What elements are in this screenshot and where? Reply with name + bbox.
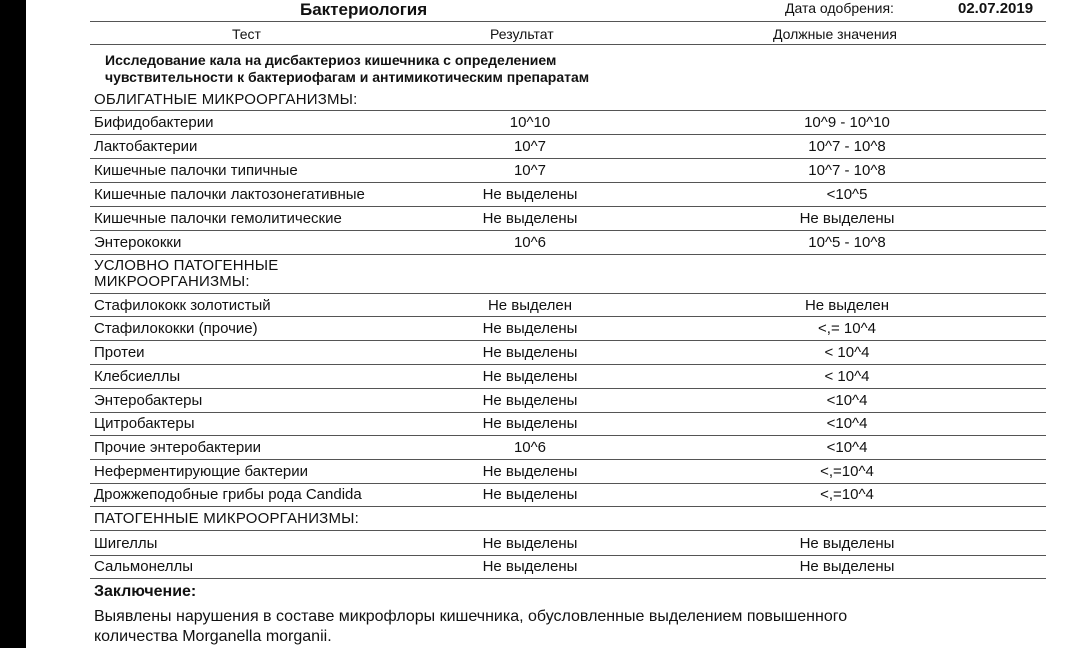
row-divider xyxy=(90,134,1046,135)
row-divider xyxy=(90,506,1046,507)
study-title-line: Исследование кала на дисбактериоз кишечника с определением xyxy=(105,52,557,68)
conclusion-text xyxy=(94,607,1034,647)
test-name: Бифидобактерии xyxy=(94,114,214,131)
test-name: Кишечные палочки типичные xyxy=(94,162,298,179)
test-result: Не выделены xyxy=(482,210,578,227)
test-name: Кишечные палочки лактозонегативные xyxy=(94,186,365,203)
test-norm: <,=10^4 xyxy=(820,486,874,503)
row-divider xyxy=(90,182,1046,183)
row-divider xyxy=(90,158,1046,159)
row-divider xyxy=(90,388,1046,389)
test-result: 10^7 xyxy=(513,162,547,179)
test-norm: <10^4 xyxy=(826,392,868,409)
study-title-line: чувствительности к бактериофагам и антимикотическим препаратам xyxy=(105,69,590,85)
row-divider xyxy=(90,340,1046,341)
test-result: Не выделены xyxy=(482,186,578,203)
test-result: Не выделены xyxy=(482,558,578,575)
test-result: Не выделены xyxy=(482,535,578,552)
test-name: Сальмонеллы xyxy=(94,558,193,575)
test-result: 10^6 xyxy=(513,439,547,456)
approval-date-value: 02.07.2019 xyxy=(958,0,1034,17)
test-name: Стафилококки (прочие) xyxy=(94,320,258,337)
report-header xyxy=(90,0,1050,20)
test-norm: <10^5 xyxy=(826,186,868,203)
test-norm: 10^9 - 10^10 xyxy=(804,114,890,131)
row-divider xyxy=(90,412,1046,413)
dark-edge xyxy=(0,0,26,648)
test-norm: 10^7 - 10^8 xyxy=(808,138,886,155)
row-divider xyxy=(90,364,1046,365)
conclusion-line: Выявлены нарушения в составе микрофлоры кишечника, обусловленные выделением повышенного xyxy=(94,608,848,625)
row-divider xyxy=(90,530,1046,531)
row-divider xyxy=(90,435,1046,436)
test-result: Не выделены xyxy=(482,392,578,409)
column-header-rule xyxy=(90,44,1046,45)
row-divider xyxy=(90,293,1046,294)
row-divider xyxy=(90,110,1046,111)
row-divider xyxy=(90,316,1046,317)
test-norm: < 10^4 xyxy=(824,368,870,385)
row-divider xyxy=(90,483,1046,484)
test-result: Не выделены xyxy=(482,344,578,361)
test-norm: Не выделены xyxy=(799,210,895,227)
column-header-norm: Должные значения xyxy=(773,26,897,42)
test-name: Клебсиеллы xyxy=(94,368,181,385)
test-result: 10^6 xyxy=(513,234,547,251)
test-norm: < 10^4 xyxy=(824,344,870,361)
study-title xyxy=(105,52,589,86)
test-norm: 10^7 - 10^8 xyxy=(808,162,886,179)
test-result: Не выделены xyxy=(482,368,578,385)
test-result: 10^10 xyxy=(509,114,551,131)
section-title-pathogenic: ПАТОГЕННЫЕ МИКРООРГАНИЗМЫ: xyxy=(94,510,359,527)
section-title-line: МИКРООРГАНИЗМЫ: xyxy=(94,273,250,290)
test-result: 10^7 xyxy=(513,138,547,155)
test-norm: Не выделены xyxy=(799,535,895,552)
section-title-conditional xyxy=(94,258,279,290)
conclusion-line: количества Morganella morganii. xyxy=(94,628,332,645)
page-title: Бактериология xyxy=(300,0,428,19)
test-norm: <10^4 xyxy=(826,415,868,432)
test-name: Неферментирующие бактерии xyxy=(94,463,309,480)
column-header-test: Тест xyxy=(232,26,261,42)
row-divider xyxy=(90,555,1046,556)
section-title-line: УСЛОВНО ПАТОГЕННЫЕ xyxy=(94,257,279,274)
test-result: Не выделены xyxy=(482,320,578,337)
test-result: Не выделен xyxy=(487,297,573,314)
test-name: Энтерококки xyxy=(94,234,182,251)
test-name: Прочие энтеробактерии xyxy=(94,439,261,456)
row-divider xyxy=(90,578,1046,579)
row-divider xyxy=(90,230,1046,231)
section-title-obligate: ОБЛИГАТНЫЕ МИКРООРГАНИЗМЫ: xyxy=(94,91,358,108)
test-name: Дрожжеподобные грибы рода Candida xyxy=(94,486,362,503)
test-name: Стафилококк золотистый xyxy=(94,297,271,314)
test-norm: <10^4 xyxy=(826,439,868,456)
test-norm: Не выделены xyxy=(799,558,895,575)
test-name: Лактобактерии xyxy=(94,138,198,155)
test-norm: Не выделен xyxy=(804,297,890,314)
test-name: Протеи xyxy=(94,344,145,361)
approval-date-label: Дата одобрения: xyxy=(785,0,894,16)
test-name: Энтеробактеры xyxy=(94,392,203,409)
test-result: Не выделены xyxy=(482,463,578,480)
test-norm: <,=10^4 xyxy=(820,463,874,480)
header-rule xyxy=(90,21,1046,22)
conclusion-title: Заключение: xyxy=(94,583,197,600)
test-norm: <,= 10^4 xyxy=(818,320,876,337)
test-name: Цитробактеры xyxy=(94,415,195,432)
test-norm: 10^5 - 10^8 xyxy=(808,234,886,251)
test-result: Не выделены xyxy=(482,415,578,432)
test-name: Кишечные палочки гемолитические xyxy=(94,210,342,227)
row-divider xyxy=(90,459,1046,460)
test-name: Шигеллы xyxy=(94,535,158,552)
column-header-result: Результат xyxy=(490,26,554,42)
row-divider xyxy=(90,254,1046,255)
test-result: Не выделены xyxy=(482,486,578,503)
row-divider xyxy=(90,206,1046,207)
